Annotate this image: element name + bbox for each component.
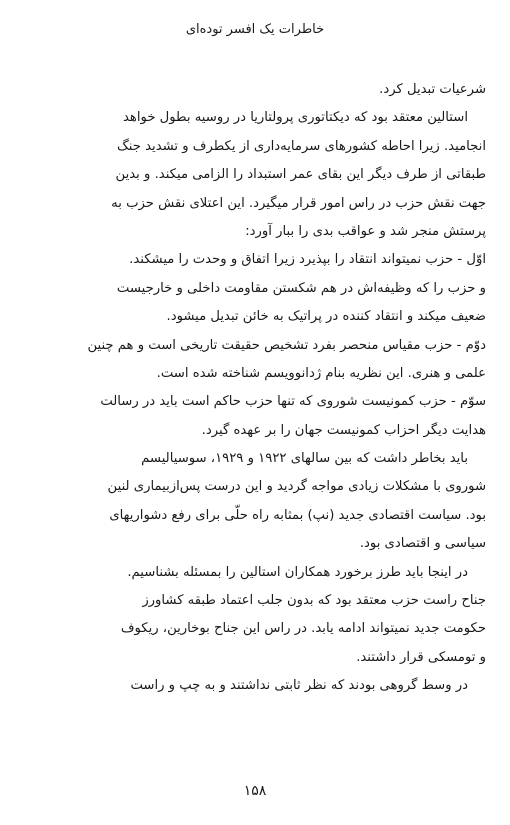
running-header: خاطرات یک افسر توده‌ای — [185, 22, 325, 37]
text-line: جناح راست حزب معتقد بود که بدون جلب اعتماد طبقه کشاورز — [142, 593, 486, 609]
text-line: ضعیف میکند و انتقاد کننده در پراتیک به خائن تبدیل میشود. — [166, 309, 486, 325]
page-number: ۱۵۸ — [243, 783, 267, 799]
text-line: حکومت جدید نمیتواند ادامه یابد. در راس این جناح بوخارین، ریکوف — [120, 621, 486, 637]
text-line: سوّم - حزب کمونیست شوروی که تنها حزب حاکم است باید در رسالت — [100, 394, 486, 410]
text-line: بود. سیاست اقتصادی جدید (نپ) بمثابه راه حلّی برای رفع دشواریهای — [109, 507, 486, 523]
text-line: سیاسی و اقتصادی بود. — [359, 536, 486, 552]
text-line: در وسط گروهی بودند که نظر ثابتی نداشتند و به چپ و راست — [130, 678, 468, 694]
text-line: جهت نقش حزب در راس امور قرار میگیرد. این اعتلای نقش حزب به — [111, 195, 486, 211]
text-line: استالین معتقد بود که دیکتاتوری پرولتاریا در روسیه بطول خواهد — [122, 110, 468, 126]
text-line: دوّم - حزب مقیاس منحصر بفرد تشخیص حقیقت تاریخی است و هم چنین — [87, 337, 486, 353]
text-line: باید بخاطر داشت که بین سالهای ۱۹۲۲ و ۱۹۲۹، سوسیالیسم — [141, 451, 468, 467]
text-line: طبقاتی از طرف دیگر این بقای عمر استبداد را الزامی میکند. و بدین — [115, 167, 486, 183]
text-line: و حزب را که وظیفه‌اش در هم شکستن مقاومت داخلی و خارجیست — [116, 280, 486, 296]
text-line: و تومسکی قرار داشتند. — [356, 649, 486, 665]
text-line: هدایت دیگر احزاب کمونیست جهان را بر عهده گیرد. — [201, 422, 486, 438]
text-line: علمی و هنری. این نظریه بنام ژدانوویسم شناخته شده است. — [156, 365, 486, 381]
text-line: شوروی با مشکلات زیادی مواجه گردید و این درست پس‌ازبیماری لنین — [107, 479, 486, 495]
body-text — [22, 76, 486, 701]
text-line: پرستش منجر شد و عواقب بدی را ببار آورد: — [245, 223, 486, 239]
text-line: در اینجا باید طرز برخورد همکاران استالین را بمسئله بشناسیم. — [127, 564, 468, 580]
text-line: اوّل - حزب نمیتواند انتقاد را بپذیرد زیرا اتفاق و وحدت را میشکند. — [129, 252, 486, 268]
text-line: انجامید. زیرا احاطه کشورهای سرمایه‌داری از یکطرف و تشدید جنگ — [116, 138, 486, 154]
text-line: شرعیات تبدیل کرد. — [379, 82, 486, 97]
